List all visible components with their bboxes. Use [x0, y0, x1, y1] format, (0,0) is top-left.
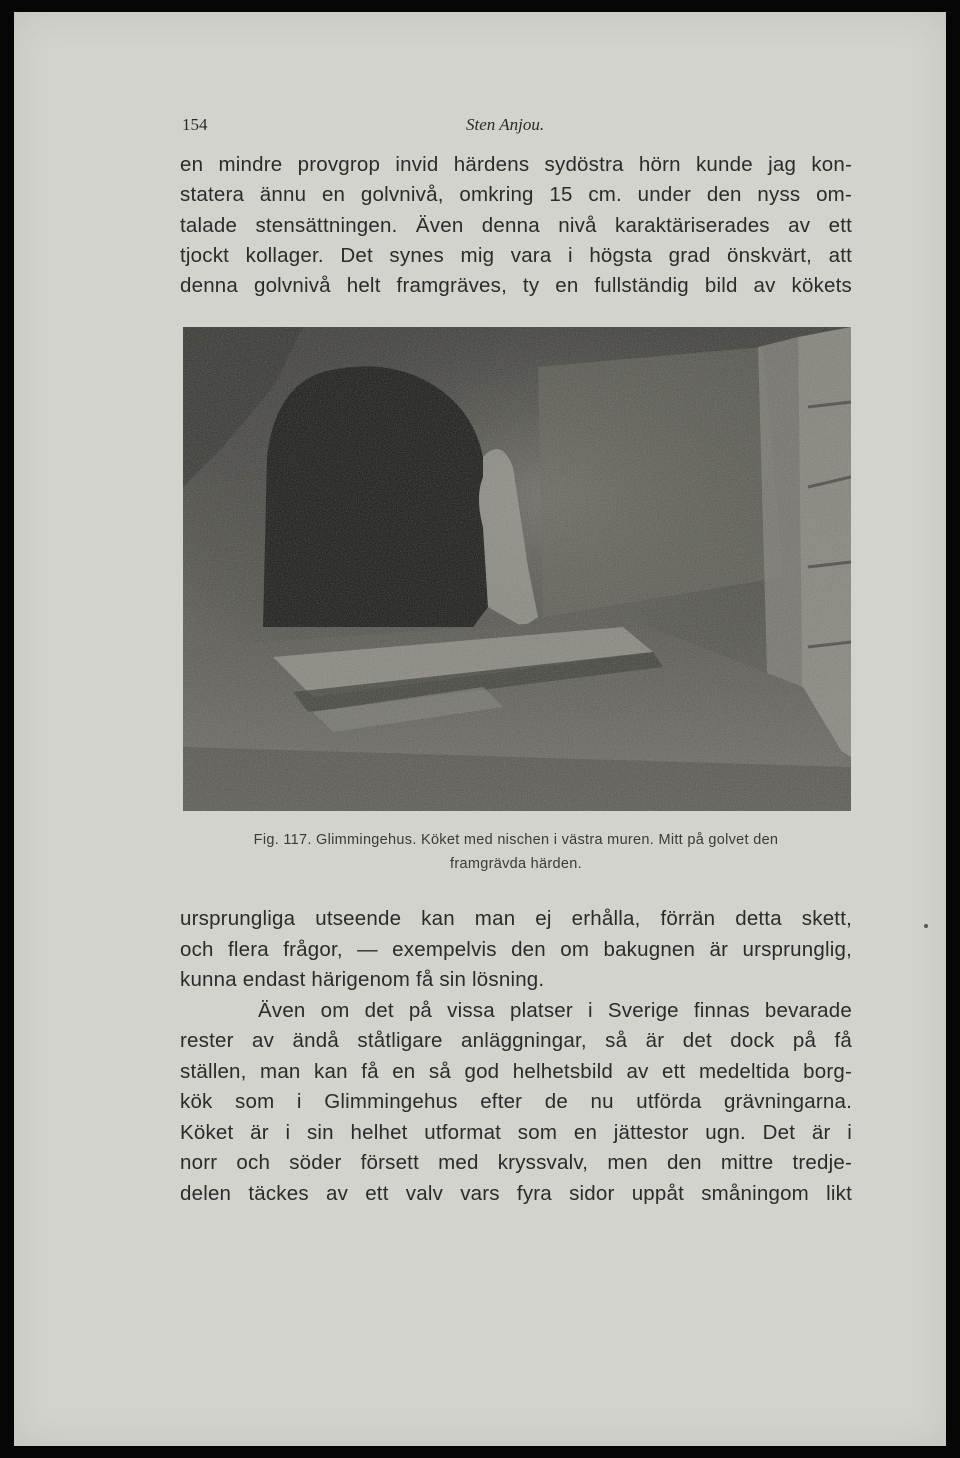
text-line: ställen, man kan få en så god helhetsbild av ett medeltida borg- — [180, 1059, 852, 1083]
running-head-author: Sten Anjou. — [466, 115, 545, 134]
text-line: och flera frågor, — exempelvis den om bakugnen är ursprunglig, — [180, 937, 852, 961]
text-line: tjockt kollager. Det synes mig vara i högsta grad önskvärt, att — [180, 243, 852, 267]
text-line: norr och söder försett med kryssvalv, men den mittre tredje- — [180, 1151, 852, 1174]
figure-caption — [180, 828, 852, 876]
text-line: talade stensättningen. Även denna nivå karaktäriserades av ett — [180, 213, 852, 237]
text-line: Köket är i sin helhet utformat som en jättestor ugn. Det är i — [180, 1120, 852, 1144]
text-line: kök som i Glimmingehus efter de nu utförda grävningarna. — [180, 1090, 852, 1113]
caption-line: framgrävda härden. — [450, 856, 582, 872]
text-line: ursprungliga utseende kan man ej erhålla, förrän detta skett, — [180, 907, 852, 930]
ink-speck — [924, 924, 928, 928]
running-head — [180, 115, 852, 143]
text-line: Även om det på vissa platser i Sverige finnas bevarade — [258, 998, 852, 1022]
figure-photograph — [183, 327, 851, 811]
text-line: statera ännu en golvnivå, omkring 15 cm. under den nyss om- — [180, 183, 852, 207]
text-line: rester av ändå ståtligare anläggningar, så är det dock på få — [180, 1029, 852, 1052]
caption-line: Fig. 117. Glimmingehus. Köket med nischen i västra muren. Mitt på golvet den — [253, 832, 779, 848]
text-line: en mindre provgrop invid härdens sydöstra hörn kunde jag kon- — [180, 153, 852, 176]
text-line: kunna endast härigenom få sin lösning. — [180, 968, 545, 991]
text-line: delen täckes av ett valv vars fyra sidor uppåt småningom likt — [180, 1181, 852, 1205]
page-number: 154 — [182, 115, 208, 134]
body-paragraph-top — [180, 150, 852, 301]
text-line: denna golvnivå helt framgräves, ty en fullständig bild av kökets — [180, 274, 852, 298]
body-paragraph-bottom — [180, 904, 852, 1209]
photograph-kitchen-niche-icon — [183, 327, 851, 811]
